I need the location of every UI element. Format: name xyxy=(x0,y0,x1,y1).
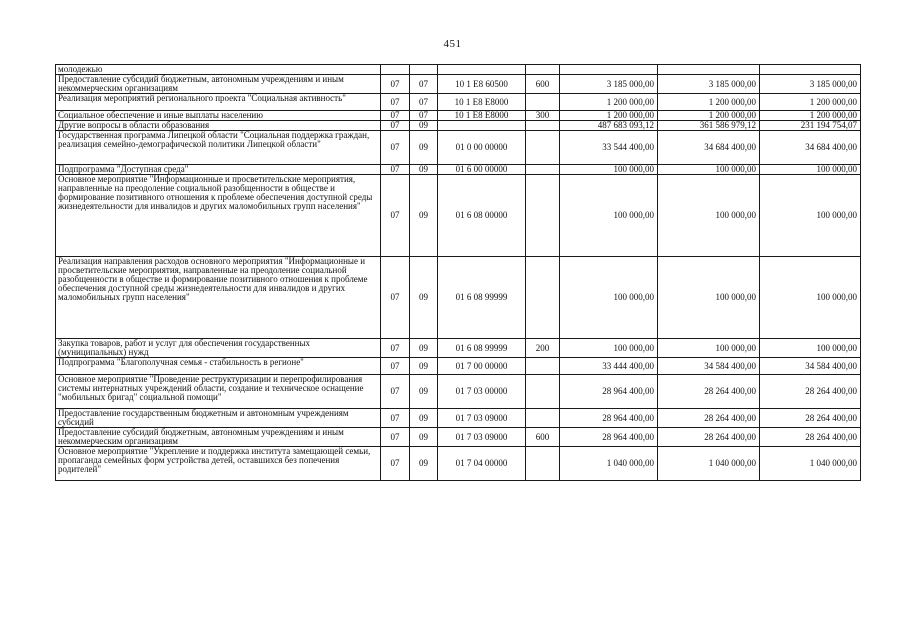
cell-razdel: 07 xyxy=(381,94,410,111)
cell-name: Закупка товаров, работ и услуг для обеспечения государственных (муниципальных) нужд xyxy=(56,339,381,358)
cell-amount-year1: 1 040 000,00 xyxy=(560,447,658,481)
cell-amount-year1: 100 000,00 xyxy=(560,257,658,339)
cell-amount-year1 xyxy=(560,65,658,75)
cell-amount-year2: 28 264 400,00 xyxy=(658,375,760,409)
cell-target-article xyxy=(438,65,526,75)
cell-amount-year1: 33 544 400,00 xyxy=(560,131,658,165)
cell-amount-year2: 34 684 400,00 xyxy=(658,131,760,165)
table-row xyxy=(56,121,861,131)
cell-target-article: 01 7 03 00000 xyxy=(438,375,526,409)
cell-amount-year3: 34 584 400,00 xyxy=(760,358,861,375)
cell-amount-year3: 28 264 400,00 xyxy=(760,375,861,409)
cell-name: Социальное обеспечение и иные выплаты населению xyxy=(56,111,381,121)
cell-amount-year1: 1 200 000,00 xyxy=(560,94,658,111)
cell-razdel: 07 xyxy=(381,75,410,94)
cell-amount-year2: 3 185 000,00 xyxy=(658,75,760,94)
cell-amount-year2: 100 000,00 xyxy=(658,175,760,257)
cell-expense-type xyxy=(526,375,560,409)
cell-razdel: 07 xyxy=(381,131,410,165)
cell-podrazdel: 09 xyxy=(410,175,438,257)
cell-target-article: 01 6 00 00000 xyxy=(438,165,526,175)
cell-expense-type xyxy=(526,447,560,481)
cell-podrazdel xyxy=(410,65,438,75)
cell-amount-year2: 100 000,00 xyxy=(658,339,760,358)
cell-target-article: 10 1 E8 E8000 xyxy=(438,94,526,111)
cell-amount-year3: 100 000,00 xyxy=(760,339,861,358)
cell-amount-year2: 1 200 000,00 xyxy=(658,94,760,111)
cell-name: Подпрограмма "Доступная среда" xyxy=(56,165,381,175)
cell-expense-type xyxy=(526,175,560,257)
cell-amount-year1: 28 964 400,00 xyxy=(560,428,658,447)
cell-name: Другие вопросы в области образования xyxy=(56,121,381,131)
table-row xyxy=(56,111,861,121)
cell-name: молодежью xyxy=(56,65,381,75)
cell-expense-type xyxy=(526,121,560,131)
table-row xyxy=(56,165,861,175)
cell-expense-type xyxy=(526,257,560,339)
cell-expense-type: 600 xyxy=(526,75,560,94)
table-row xyxy=(56,75,861,94)
cell-amount-year3: 28 264 400,00 xyxy=(760,428,861,447)
cell-amount-year2: 1 040 000,00 xyxy=(658,447,760,481)
cell-amount-year3: 1 200 000,00 xyxy=(760,111,861,121)
cell-amount-year1: 1 200 000,00 xyxy=(560,111,658,121)
cell-razdel: 07 xyxy=(381,111,410,121)
cell-razdel: 07 xyxy=(381,339,410,358)
cell-name: Реализация мероприятий регионального проекта "Социальная активность" xyxy=(56,94,381,111)
cell-podrazdel: 09 xyxy=(410,339,438,358)
cell-podrazdel: 09 xyxy=(410,428,438,447)
cell-amount-year1: 100 000,00 xyxy=(560,339,658,358)
cell-razdel: 07 xyxy=(381,175,410,257)
cell-name: Государственная программа Липецкой области "Социальная поддержка граждан, реализация семейно-демографической политики Липецкой области" xyxy=(56,131,381,165)
cell-name: Основное мероприятие "Проведение реструктуризации и перепрофилирования системы интернатных учреждений области, создание и техническое оснащение "мобильных бригад" социальной помощи" xyxy=(56,375,381,409)
cell-razdel: 07 xyxy=(381,447,410,481)
cell-amount-year3: 1 200 000,00 xyxy=(760,94,861,111)
table-body xyxy=(56,65,861,481)
cell-amount-year1: 28 964 400,00 xyxy=(560,375,658,409)
cell-target-article: 01 7 04 00000 xyxy=(438,447,526,481)
table-row xyxy=(56,358,861,375)
cell-amount-year1: 487 683 093,12 xyxy=(560,121,658,131)
cell-expense-type xyxy=(526,94,560,111)
cell-amount-year3: 100 000,00 xyxy=(760,165,861,175)
table-row xyxy=(56,409,861,428)
cell-target-article: 10 1 E8 E8000 xyxy=(438,111,526,121)
table-row xyxy=(56,175,861,257)
cell-amount-year3: 100 000,00 xyxy=(760,175,861,257)
cell-target-article: 01 6 08 99999 xyxy=(438,339,526,358)
cell-target-article: 01 7 03 09000 xyxy=(438,428,526,447)
cell-amount-year3 xyxy=(760,65,861,75)
cell-target-article: 01 7 00 00000 xyxy=(438,358,526,375)
cell-podrazdel: 09 xyxy=(410,447,438,481)
cell-expense-type xyxy=(526,131,560,165)
cell-amount-year2: 28 264 400,00 xyxy=(658,428,760,447)
cell-amount-year2 xyxy=(658,65,760,75)
cell-podrazdel: 09 xyxy=(410,257,438,339)
cell-razdel: 07 xyxy=(381,165,410,175)
cell-podrazdel: 09 xyxy=(410,131,438,165)
cell-podrazdel: 07 xyxy=(410,75,438,94)
cell-amount-year3: 3 185 000,00 xyxy=(760,75,861,94)
cell-amount-year2: 1 200 000,00 xyxy=(658,111,760,121)
cell-expense-type xyxy=(526,165,560,175)
cell-podrazdel: 07 xyxy=(410,94,438,111)
cell-name: Предоставление субсидий бюджетным, автономным учреждениям и иным некоммерческим организациям xyxy=(56,75,381,94)
cell-podrazdel: 09 xyxy=(410,121,438,131)
cell-amount-year3: 1 040 000,00 xyxy=(760,447,861,481)
budget-table xyxy=(55,64,861,481)
cell-amount-year2: 34 584 400,00 xyxy=(658,358,760,375)
cell-expense-type: 300 xyxy=(526,111,560,121)
cell-amount-year2: 100 000,00 xyxy=(658,165,760,175)
cell-razdel: 07 xyxy=(381,428,410,447)
cell-expense-type: 600 xyxy=(526,428,560,447)
cell-razdel xyxy=(381,65,410,75)
cell-amount-year2: 100 000,00 xyxy=(658,257,760,339)
cell-razdel: 07 xyxy=(381,121,410,131)
cell-name: Основное мероприятие "Укрепление и поддержка института замещающей семьи, пропаганда семейных форм устройства детей, оставшихся без попечения родителей" xyxy=(56,447,381,481)
cell-podrazdel: 09 xyxy=(410,358,438,375)
cell-amount-year1: 33 444 400,00 xyxy=(560,358,658,375)
cell-razdel: 07 xyxy=(381,257,410,339)
cell-amount-year1: 100 000,00 xyxy=(560,175,658,257)
table-row xyxy=(56,65,861,75)
cell-podrazdel: 09 xyxy=(410,375,438,409)
cell-target-article: 01 0 00 00000 xyxy=(438,131,526,165)
cell-name: Подпрограмма "Благополучная семья - стабильность в регионе" xyxy=(56,358,381,375)
cell-target-article: 01 7 03 09000 xyxy=(438,409,526,428)
cell-amount-year3: 34 684 400,00 xyxy=(760,131,861,165)
table-row xyxy=(56,94,861,111)
cell-amount-year2: 361 586 979,12 xyxy=(658,121,760,131)
cell-target-article: 01 6 08 00000 xyxy=(438,175,526,257)
cell-razdel: 07 xyxy=(381,358,410,375)
table-row xyxy=(56,428,861,447)
cell-amount-year3: 100 000,00 xyxy=(760,257,861,339)
cell-expense-type xyxy=(526,358,560,375)
cell-amount-year1: 28 964 400,00 xyxy=(560,409,658,428)
cell-podrazdel: 09 xyxy=(410,165,438,175)
cell-target-article: 10 1 E8 60500 xyxy=(438,75,526,94)
cell-amount-year1: 100 000,00 xyxy=(560,165,658,175)
cell-amount-year2: 28 264 400,00 xyxy=(658,409,760,428)
cell-amount-year3: 28 264 400,00 xyxy=(760,409,861,428)
cell-amount-year1: 3 185 000,00 xyxy=(560,75,658,94)
cell-podrazdel: 09 xyxy=(410,409,438,428)
page-number: 451 xyxy=(443,38,462,50)
table-row xyxy=(56,131,861,165)
cell-razdel: 07 xyxy=(381,375,410,409)
table-row xyxy=(56,257,861,339)
cell-expense-type: 200 xyxy=(526,339,560,358)
cell-razdel: 07 xyxy=(381,409,410,428)
cell-podrazdel: 07 xyxy=(410,111,438,121)
cell-name: Предоставление субсидий бюджетным, автономным учреждениям и иным некоммерческим организациям xyxy=(56,428,381,447)
cell-name: Реализация направления расходов основного мероприятия "Информационные и просветительские мероприятия, направленные на преодоление социальной разобщенности в обществе и формирование позитивного отношения к проблеме обеспечения доступной среды жизнедеятельности для инвалидов и других маломобильных групп населения" xyxy=(56,257,381,339)
table-row xyxy=(56,375,861,409)
table-row xyxy=(56,339,861,358)
cell-target-article: 01 6 08 99999 xyxy=(438,257,526,339)
cell-expense-type xyxy=(526,65,560,75)
cell-expense-type xyxy=(526,409,560,428)
table-row xyxy=(56,447,861,481)
cell-name: Основное мероприятие "Информационные и просветительские мероприятия, направленные на преодоление социальной разобщенности в обществе и формирование позитивного отношения к проблеме обеспечения доступной среды жизнедеятельности для инвалидов и других маломобильных групп населения" xyxy=(56,175,381,257)
cell-amount-year3: 231 194 754,07 xyxy=(760,121,861,131)
cell-name: Предоставление государственным бюджетным и автономным учреждениям субсидий xyxy=(56,409,381,428)
cell-target-article xyxy=(438,121,526,131)
